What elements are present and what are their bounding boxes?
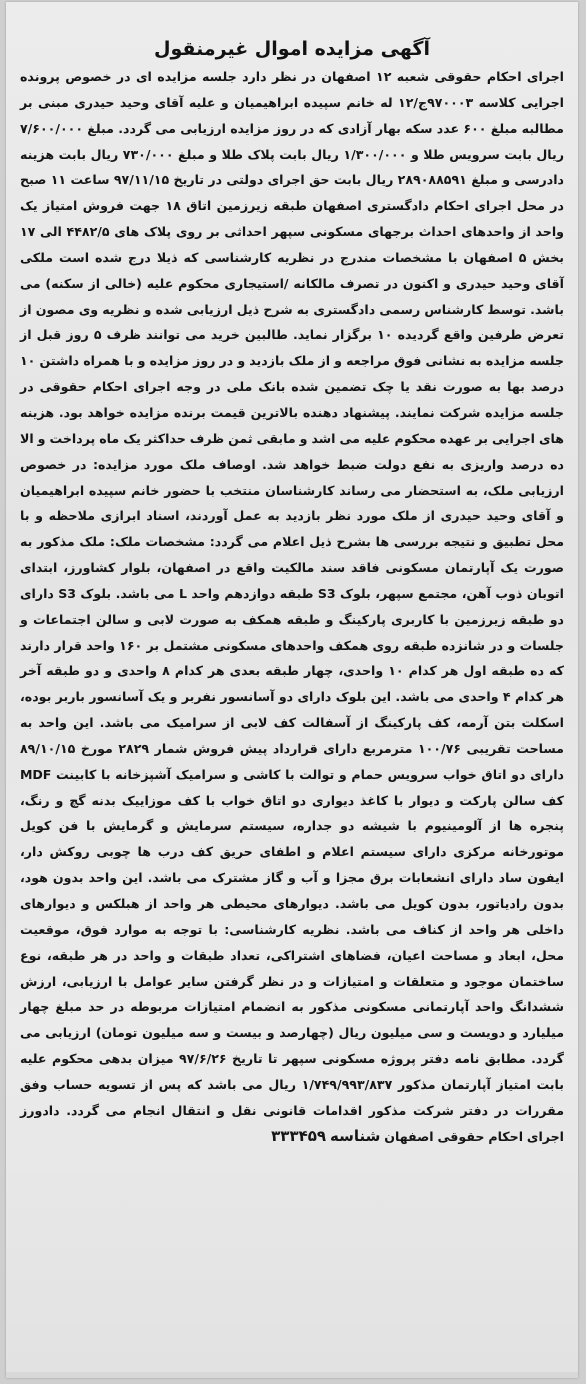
- notice-body-text: اجرای احکام حقوقی شعبه ۱۲ اصفهان در نظر دارد جلسه مزایده ای در خصوص پرونده اجرایی کلاسه ۹۷۰۰۰۳ج/۱۲ له خانم سپیده ابراهیمیان و علیه آقای وحید حیدری مبنی بر مطالبه مبلغ ۶۰۰ عدد سکه بهار آزادی که در روز مزایده ارزیابی می گردد. مبلغ ۷/۶۰۰/۰۰۰ ریال بابت سرویس طلا و ۱/۳۰۰/۰۰۰ ریال بابت پلاک طلا و مبلغ ۷۳۰/۰۰۰ ریال بابت هزینه دادرسی و مبلغ ۲۸۹۰۸۸۵۹۱ ریال بابت حق اجرای دولتی در تاریخ ۹۷/۱۱/۱۵ ساعت ۱۱ صبح در محل اجرای احکام دادگستری اصفهان طبقه زیرزمین اتاق ۱۸ جهت فروش امتیاز یک واحد از واحدهای احداث برجهای مسکونی سپهر احداثی بر روی پلاک های ۴۴۸۲/۵ الی ۱۷ بخش ۵ اصفهان با مشخصات مندرج در نظریه کارشناسی که ذیلا درج شده است ملکی آقای وحید حیدری و اکنون در تصرف مالکانه /استیجاری محکوم علیه (خالی از سکنه) می باشد. توسط کارشناس رسمی دادگستری به شرح ذیل ارزیابی شده و نظریه وی مصون از تعرض طرفین واقع گردیده ۱۰ برگزار نماید. طالبین خرید می توانند ظرف ۵ روز قبل از جلسه مزایده به نشانی فوق مراجعه و از ملک بازدید و در روز مزایده و با همراه داشتن ۱۰ درصد بها به صورت نقد یا چک تضمین شده بانک ملی در وجه اجرای احکام حقوقی در جلسه مزایده شرکت نمایند. پیشنهاد دهنده بالاترین قیمت برنده مزایده خواهد بود. هزینه های اجرایی بر عهده محکوم علیه می اشد و مابقی ثمن ظرف حداکثر یک ماه پرداخت و الا ده درصد واریزی به نفع دولت ضبط خواهد شد. اوصاف ملک مورد مزایده: در خصوص ارزیابی ملک، به استحضار می رساند کارشناسان منتخب با حضور خانم سپیده ابراهیمیان و آقای وحید حیدری از ملک مورد نظر بازدید به عمل آوردند، اسناد ابرازی ملاحظه و با محل تطبیق و نتیجه بررسی ها بشرح ذیل اعلام می گردد: مشخصات ملک: ملک مذکور به صورت یک آپارتمان مسکونی فاقد سند مالکیت واقع در اصفهان، بلوار کشاورز، ابتدای اتوبان ذوب آهن، مجتمع سپهر، بلوک S3 طبقه دوازدهم واحد L می باشد. بلوک S3 دارای دو طبقه زیرزمین با کاربری پارکینگ و طبقه همکف به صورت لابی و سالن اجتماعات و جلسات و در شانزده طبقه روی همکف واحدهای مسکونی مشتمل بر ۱۶۰ واحد قرار دارند که ده طبقه اول هر کدام ۱۰ واحدی، چهار طبقه بعدی هر کدام ۸ واحدی و دو طبقه آخر هر کدام ۴ واحدی می باشد. این بلوک دارای دو آسانسور نفربر و یک آسانسور باربر بوده، اسکلت بتن آرمه، کف پارکینگ از آسفالت کف لابی از سرامیک می باشد. این واحد به مساحت تقریبی ۱۰۰/۷۶ مترمربع دارای قرارداد پیش فروش شمار ۲۸۲۹ مورخ ۸۹/۱۰/۱۵ دارای دو اتاق خواب سرویس حمام و توالت با کاشی و سرامیک آشپزخانه با کابینت MDF کف سالن پارکت و دیوار با کاغذ دیواری دو اتاق خواب با کف موزاییک بدنه گچ و رنگ، پنجره ها از آلومینیوم با شیشه دو جداره، سیستم سرمایش و گرمایش با فن کویل موتورخانه مرکزی دارای سیستم اعلام و اطفای حریق کف درب ها چوبی روکش دار، ایفون ساد دارای انشعابات برق مجزا و آب و گاز مشترک می باشد. این واحد بدون هود، بدون رادیاتور، بدون کویل می باشد. دیوارهای محیطی هر واحد از هبلکس و دیوارهای داخلی هر واحد از کناف می باشد. نظریه کارشناسی: با توجه به موارد فوق، موقعیت محل، ابعاد و مساحت اعیان، فضاهای اشتراکی، تعداد طبقات و واحد در هر طبقه، نوع ساختمان موجود و متعلقات و امتیازات و در نظر گرفتن سایر عوامل با ارزیابی، ارزش ششدانگ واحد آپارتمانی مسکونی مذکور به انضمام امتیازات مربوطه در حد مبلغ چهار میلیارد و دویست و سی میلیون ریال (چهارصد و بیست و سه میلیون تومان) ارزیابی می گردد. مطابق نامه دفتر پروژه مسکونی سپهر تا تاریخ ۹۷/۶/۲۶ میزان بدهی محکوم علیه بابت امتیاز آپارتمان مذکور ۱/۷۴۹/۹۹۳/۸۳۷ ریال می باشد که پس از تسویه حساب وفق مقررات در دفتر شرکت مذکور اقدامات قانونی نقل و انتقال انجام می گردد. دادورز اجرای احکام حقوقی اصفهان: [20, 69, 565, 1144]
- notice-body: [6, 62, 578, 1149]
- notice-title: آگهی مزایده اموال غیرمنقول: [154, 38, 430, 60]
- newspaper-clipping: [6, 2, 578, 1378]
- notice-id-label: شناسه: [329, 1126, 381, 1145]
- notice-id-number: ۳۳۳۴۵۹: [271, 1126, 327, 1145]
- clipping-edge: [6, 1372, 578, 1378]
